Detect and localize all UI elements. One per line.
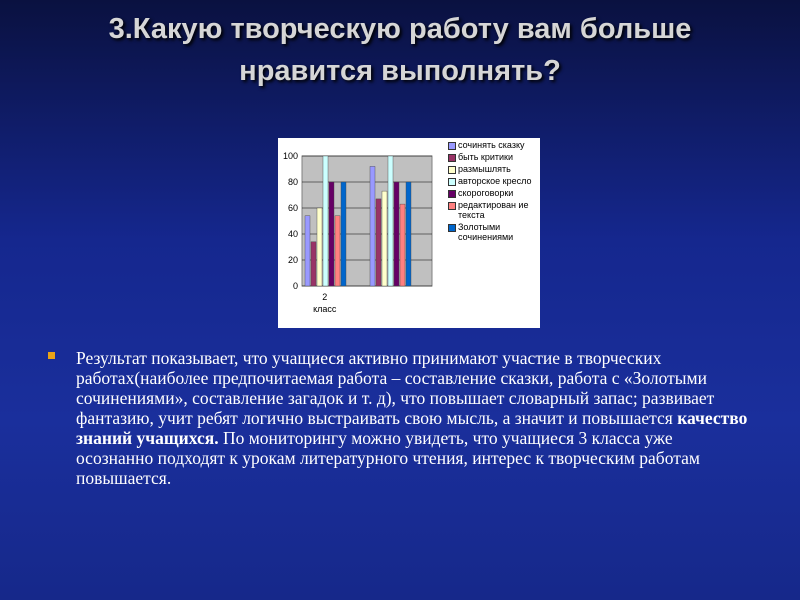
legend-label: редактирован ие текста xyxy=(458,200,529,220)
y-tick-label: 60 xyxy=(287,203,298,213)
bar xyxy=(394,182,399,286)
legend-swatch xyxy=(448,190,456,198)
legend-swatch xyxy=(448,178,456,186)
body-text-after: По мониторингу можно увидеть, что учащиеся 3 класса уже осознанно подходят к урокам литературного чтения, интерес к творческим работам повышается. xyxy=(76,428,700,488)
legend-label: скороговорки xyxy=(458,188,514,198)
bar xyxy=(400,204,405,286)
bar-chart xyxy=(278,138,446,328)
legend-item xyxy=(446,140,536,150)
y-tick-label: 100 xyxy=(282,151,298,161)
body-paragraph xyxy=(76,348,748,488)
bar xyxy=(382,191,387,286)
legend-swatch xyxy=(448,142,456,150)
legend-item xyxy=(446,152,536,162)
bar xyxy=(311,242,316,286)
y-tick-label: 0 xyxy=(292,281,298,291)
bar xyxy=(323,156,328,286)
legend-swatch xyxy=(448,202,456,210)
bar xyxy=(317,208,322,286)
legend-item xyxy=(446,200,536,220)
legend-item xyxy=(446,176,536,186)
x-tick-label: класс xyxy=(313,304,337,314)
legend-label: сочинять сказку xyxy=(458,140,525,150)
legend-item xyxy=(446,222,536,242)
title-line-2: нравится выполнять? xyxy=(239,55,561,87)
legend-swatch xyxy=(448,166,456,174)
body-text xyxy=(48,348,748,488)
legend-item xyxy=(446,188,536,198)
bar xyxy=(329,182,334,286)
x-tick-label: 2 xyxy=(322,292,328,302)
legend-swatch xyxy=(448,224,456,232)
slide-title xyxy=(40,8,760,92)
legend-label: размышлять xyxy=(458,164,511,174)
bar xyxy=(376,199,381,286)
bar xyxy=(305,216,310,286)
legend-label: Золотыми сочинениями xyxy=(458,222,514,242)
chart-container xyxy=(278,138,540,328)
chart-legend xyxy=(446,140,536,244)
body-text-before: Результат показывает, что учащиеся активно принимают участие в творческих работах(наиболее предпочитаемая работа – составление сказки, работа с «Золотыми сочинениями», составление загадок и т. д), что повышает словарный запас; развивает фантазию, учит ребят логично выстраивать свою мысль, а значит и повышается xyxy=(76,348,715,428)
legend-label: быть критики xyxy=(458,152,514,162)
bar xyxy=(341,182,346,286)
y-tick-label: 40 xyxy=(287,229,298,239)
bar xyxy=(370,166,375,286)
title-line-1: 3.Какую творческую работу вам больше xyxy=(108,13,692,45)
legend-label: авторское кресло xyxy=(458,176,532,186)
legend-item xyxy=(446,164,536,174)
bullet-icon xyxy=(48,352,55,359)
y-tick-label: 20 xyxy=(287,255,298,265)
body-text-bold: качество знаний учащихся. xyxy=(76,408,748,448)
bar xyxy=(406,182,411,286)
y-tick-label: 80 xyxy=(287,177,298,187)
bar xyxy=(388,156,393,286)
bar xyxy=(335,216,340,286)
legend-swatch xyxy=(448,154,456,162)
